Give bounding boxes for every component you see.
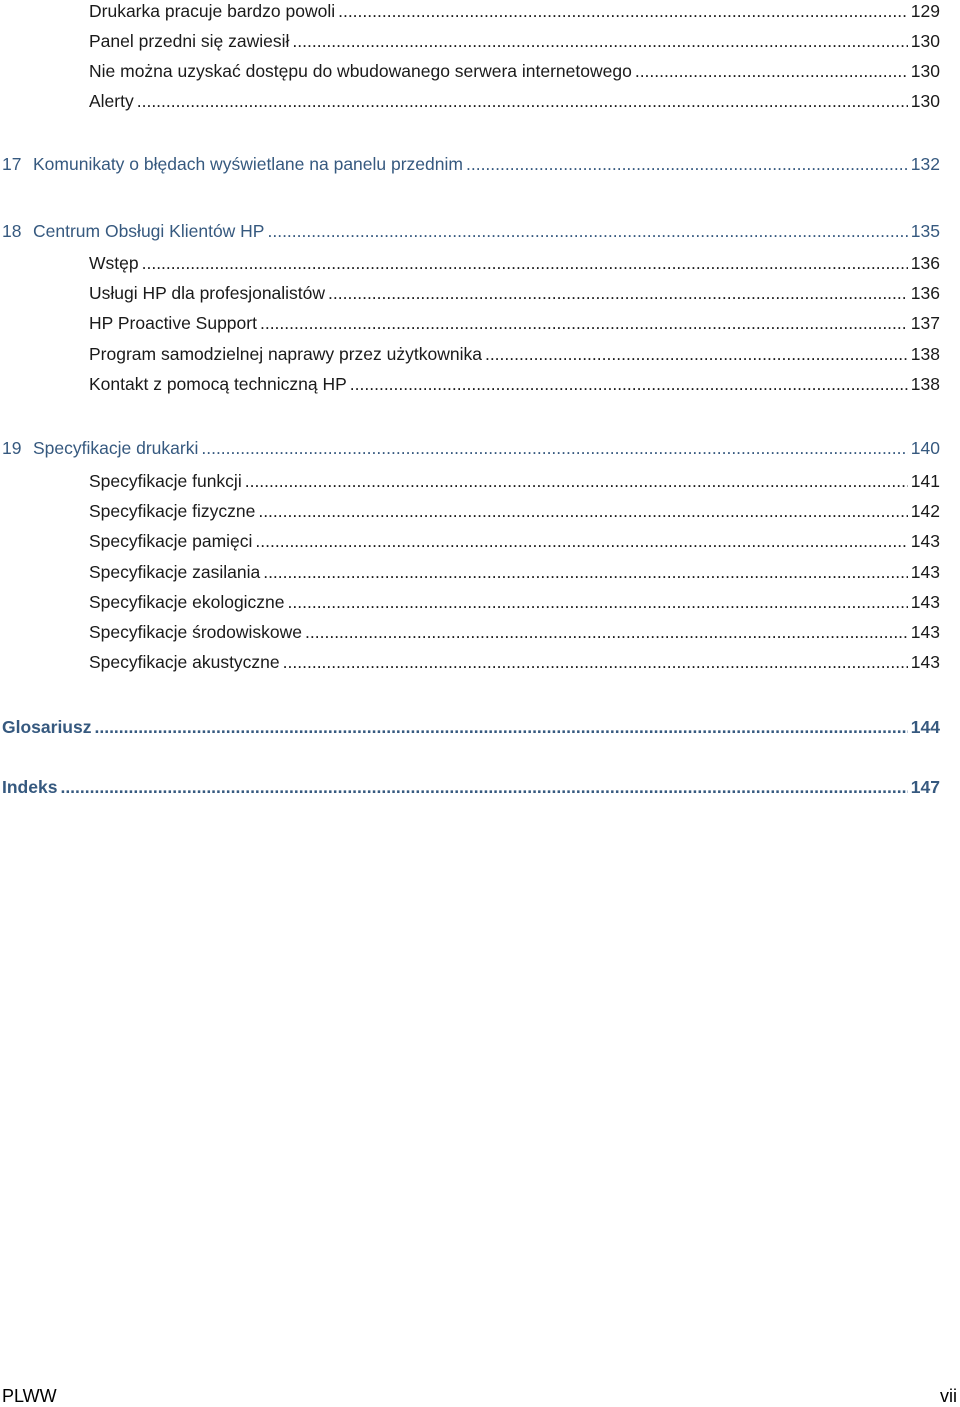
toc-entry-title: HP Proactive Support [89,313,257,333]
chapter-title: Komunikaty o błędach wyświetlane na panelu przednim [33,154,463,174]
index-title: Indeks [2,777,58,797]
toc-entry-page: 143 [910,652,940,672]
chapter-page: 140 [910,438,940,458]
toc-entry-page: 143 [910,562,940,582]
toc-leader-dots [201,437,907,459]
toc-entry[interactable] [89,500,940,522]
toc-leader-dots [267,220,907,242]
toc-entry-page: 130 [910,31,940,51]
toc-entry-page: 143 [910,592,940,612]
toc-entry[interactable] [89,90,940,112]
toc-leader-dots [258,500,907,522]
toc-entry-page: 138 [910,344,940,364]
toc-entry-title: Specyfikacje środowiskowe [89,622,303,642]
toc-leader-dots [288,591,908,613]
toc-entry-page: 143 [910,622,940,642]
toc-entry-page: 130 [910,61,940,81]
toc-leader-dots [466,153,908,175]
chapter-number: 17 [2,154,22,174]
toc-leader-dots [142,252,908,274]
toc-entry-page: 141 [910,471,940,491]
toc-entry-page: 142 [910,501,940,521]
toc-entry[interactable] [89,60,940,82]
toc-entry[interactable] [89,470,940,492]
toc-entry-title: Drukarka pracuje bardzo powoli [89,1,336,21]
toc-entry-page: 136 [910,253,940,273]
toc-entry-page: 137 [910,313,940,333]
toc-entry-title: Usługi HP dla profesjonalistów [89,283,326,303]
chapter-title: Centrum Obsługi Klientów HP [33,221,265,241]
toc-leader-dots [328,282,908,304]
toc-leader-dots [338,0,908,22]
toc-entry-title: Kontakt z pomocą techniczną HP [89,374,347,394]
toc-chapter-19[interactable] [2,437,940,459]
toc-leader-dots [350,373,908,395]
toc-entry[interactable] [89,0,940,22]
toc-entry-title: Specyfikacje pamięci [89,531,253,551]
toc-entry-page: 138 [910,374,940,394]
toc-entry-title: Specyfikacje ekologiczne [89,592,285,612]
toc-entry-title: Specyfikacje akustyczne [89,652,280,672]
toc-entry[interactable] [89,530,940,552]
toc-entry-title: Panel przedni się zawiesił [89,31,290,51]
chapter-number: 18 [2,221,22,241]
toc-leader-dots [635,60,908,82]
toc-leader-dots [260,312,908,334]
toc-entry-page: 143 [910,531,940,551]
toc-entry[interactable] [89,343,940,365]
toc-entry-page: 136 [910,283,940,303]
toc-index[interactable] [2,776,940,798]
toc-chapter-17[interactable] [2,153,940,175]
toc-entry[interactable] [89,621,940,643]
toc-leader-dots [60,776,907,798]
toc-entry-title: Specyfikacje fizyczne [89,501,256,521]
toc-leader-dots [94,716,907,738]
toc-leader-dots [283,651,908,673]
toc-entry[interactable] [89,252,940,274]
glossary-page: 144 [910,717,940,737]
toc-entry[interactable] [89,373,940,395]
toc-entry-page: 129 [910,1,940,21]
toc-leader-dots [292,30,907,52]
footer-page-number: vii [940,1386,957,1406]
footer-locale-code: PLWW [2,1386,57,1406]
toc-entry-title: Program samodzielnej naprawy przez użytkownika [89,344,482,364]
chapter-page: 132 [910,154,940,174]
toc-leader-dots [485,343,908,365]
toc-entry[interactable] [89,591,940,613]
toc-leader-dots [305,621,908,643]
toc-entry-title: Specyfikacje funkcji [89,471,242,491]
glossary-title: Glosariusz [2,717,92,737]
toc-entry-page: 130 [910,91,940,111]
toc-entry[interactable] [89,651,940,673]
toc-entry[interactable] [89,282,940,304]
toc-leader-dots [137,90,908,112]
toc-entry-title: Alerty [89,91,134,111]
toc-leader-dots [255,530,907,552]
chapter-title: Specyfikacje drukarki [33,438,199,458]
toc-entry[interactable] [89,30,940,52]
toc-leader-dots [245,470,908,492]
toc-chapter-18[interactable] [2,220,940,242]
toc-glossary[interactable] [2,716,940,738]
toc-leader-dots [263,561,908,583]
toc-entry-title: Specyfikacje zasilania [89,562,261,582]
chapter-page: 135 [910,221,940,241]
chapter-number: 19 [2,438,22,458]
toc-entry-title: Nie można uzyskać dostępu do wbudowanego serwera internetowego [89,61,632,81]
index-page: 147 [910,777,940,797]
toc-entry[interactable] [89,561,940,583]
toc-entry-title: Wstęp [89,253,139,273]
toc-entry[interactable] [89,312,940,334]
